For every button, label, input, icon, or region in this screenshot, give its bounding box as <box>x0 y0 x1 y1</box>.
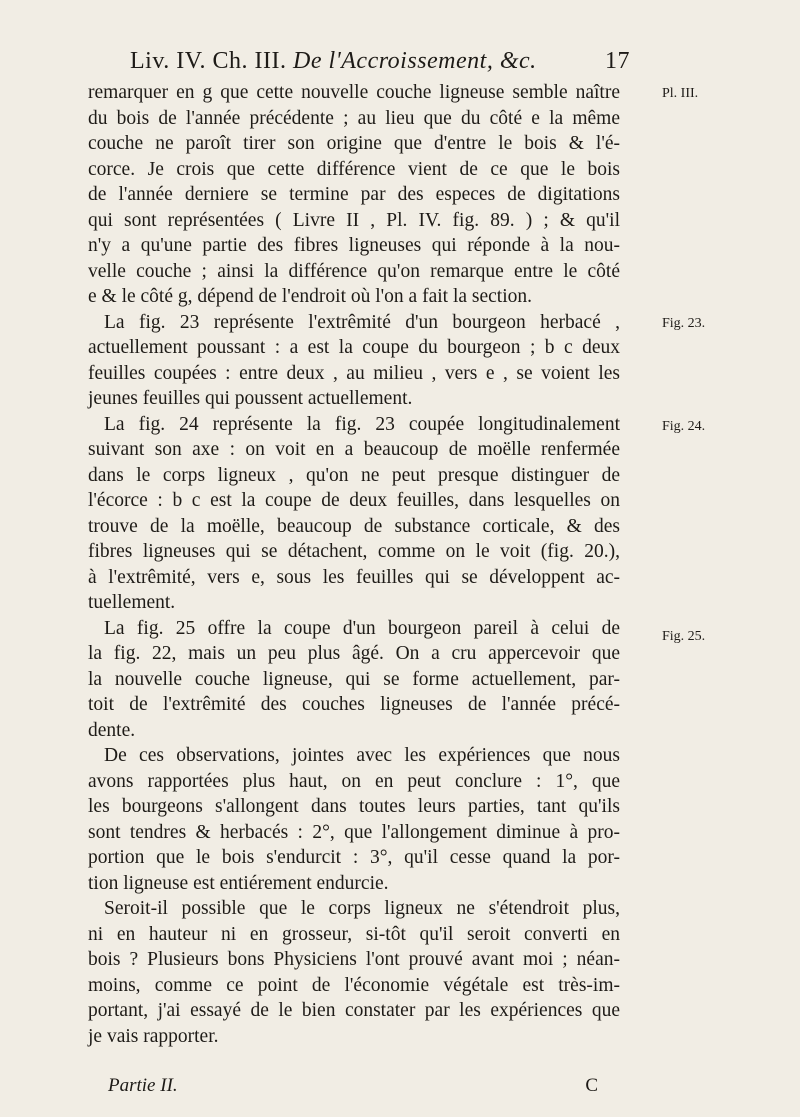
text-line: les bourgeons s'allongent dans toutes leurs parties, tant qu'ils <box>88 796 620 817</box>
header-title: De l'Accroissement, &c. <box>292 48 537 74</box>
text-line: couche ne paroît tirer son origine que d'entre le bois & l'é- <box>88 133 620 154</box>
text-line: je vais rapporter. <box>88 1025 219 1047</box>
text-line: jeunes feuilles qui poussent actuellement. <box>88 388 413 409</box>
margin-note-plate: Pl. III. <box>662 86 699 101</box>
page-footer <box>108 1075 598 1101</box>
margin-note-fig-24: Fig. 24. <box>662 419 706 434</box>
footer-signature: Partie II. <box>108 1075 178 1096</box>
text-line: qui sont représentées ( Livre II , Pl. IV. fig. 89. ) ; & qu'il <box>88 209 620 231</box>
text-line: velle couche ; ainsi la différence qu'on remarque entre le côté <box>88 260 620 282</box>
text-line: Seroit-il possible que le corps ligneux ne s'étendroit plus, <box>104 898 620 919</box>
text-line: moins, comme ce point de l'économie végétale est très-im- <box>88 974 620 996</box>
page-number: 17 <box>605 48 630 74</box>
text-line: actuellement poussant : a est la coupe du bourgeon ; b c deux <box>88 337 620 358</box>
text-line: La fig. 23 représente l'extrêmité d'un bourgeon herbacé , <box>104 311 620 333</box>
margin-note-fig-23: Fig. 23. <box>662 316 706 331</box>
header-book-chapter: Liv. IV. Ch. III. <box>130 48 287 74</box>
text-line: dans le corps ligneux , qu'on ne peut presque distinguer de <box>88 464 620 486</box>
text-line: La fig. 24 représente la fig. 23 coupée longitudinalement <box>104 413 620 435</box>
signature-mark: C <box>585 1075 598 1096</box>
text-line: n'y a qu'une partie des fibres ligneuses qui réponde à la nou- <box>88 235 620 256</box>
text-line: portant, j'ai essayé de le bien constater par les expériences que <box>88 1000 620 1021</box>
margin-note-fig-25: Fig. 25. <box>662 629 706 644</box>
text-line: tuellement. <box>88 592 176 613</box>
text-line: la fig. 22, mais un peu plus âgé. On a cru appercevoir que <box>88 643 620 664</box>
text-line: feuilles coupées : entre deux , au milieu , vers e , se voient les <box>88 362 620 384</box>
text-line: bois ? Plusieurs bons Physiciens l'ont prouvé avant moi ; néan- <box>88 949 620 970</box>
text-line: suivant son axe : on voit en a beaucoup de moëlle renfermée <box>88 439 620 460</box>
header-chapter <box>130 48 537 75</box>
text-line: dente. <box>88 719 136 741</box>
text-line: tion ligneuse est entiérement endurcie. <box>88 872 389 894</box>
text-line: La fig. 25 offre la coupe d'un bourgeon pareil à celui de <box>104 617 620 639</box>
text-line: de l'année derniere se termine par des especes de digitations <box>88 184 620 205</box>
text-line: remarquer en g que cette nouvelle couche ligneuse semble naître <box>88 82 620 103</box>
text-line: à l'extrêmité, vers e, sous les feuilles qui se développent ac- <box>88 566 620 588</box>
text-line: toit de l'extrêmité des couches ligneuses de l'année précé- <box>88 694 620 715</box>
page-body-text <box>88 80 620 1049</box>
text-line: l'écorce : b c est la coupe de deux feuilles, dans lesquelles on <box>88 490 620 511</box>
text-line: portion que le bois s'endurcit : 3°, qu'il cesse quand la por- <box>88 847 620 868</box>
text-line: De ces observations, jointes avec les expériences que nous <box>104 745 620 766</box>
text-line: du bois de l'année précédente ; au lieu que du côté e la même <box>88 107 620 129</box>
text-line: corce. Je crois que cette différence vient de ce que le bois <box>88 158 620 180</box>
text-line: avons rapportées plus haut, on en peut conclure : 1°, que <box>88 770 620 792</box>
text-line: e & le côté g, dépend de l'endroit où l'on a fait la section. <box>88 286 533 307</box>
text-line: sont tendres & herbacés : 2°, que l'allongement diminue à pro- <box>88 821 620 843</box>
text-line: fibres ligneuses qui se détachent, comme on le voit (fig. 20.), <box>88 541 620 562</box>
text-line: trouve de la moëlle, beaucoup de substance corticale, & des <box>88 515 620 537</box>
text-line: la nouvelle couche ligneuse, qui se forme actuellement, par- <box>88 668 620 690</box>
text-line: ni en hauteur ni en grosseur, si-tôt qu'il seroit converti en <box>88 923 620 945</box>
